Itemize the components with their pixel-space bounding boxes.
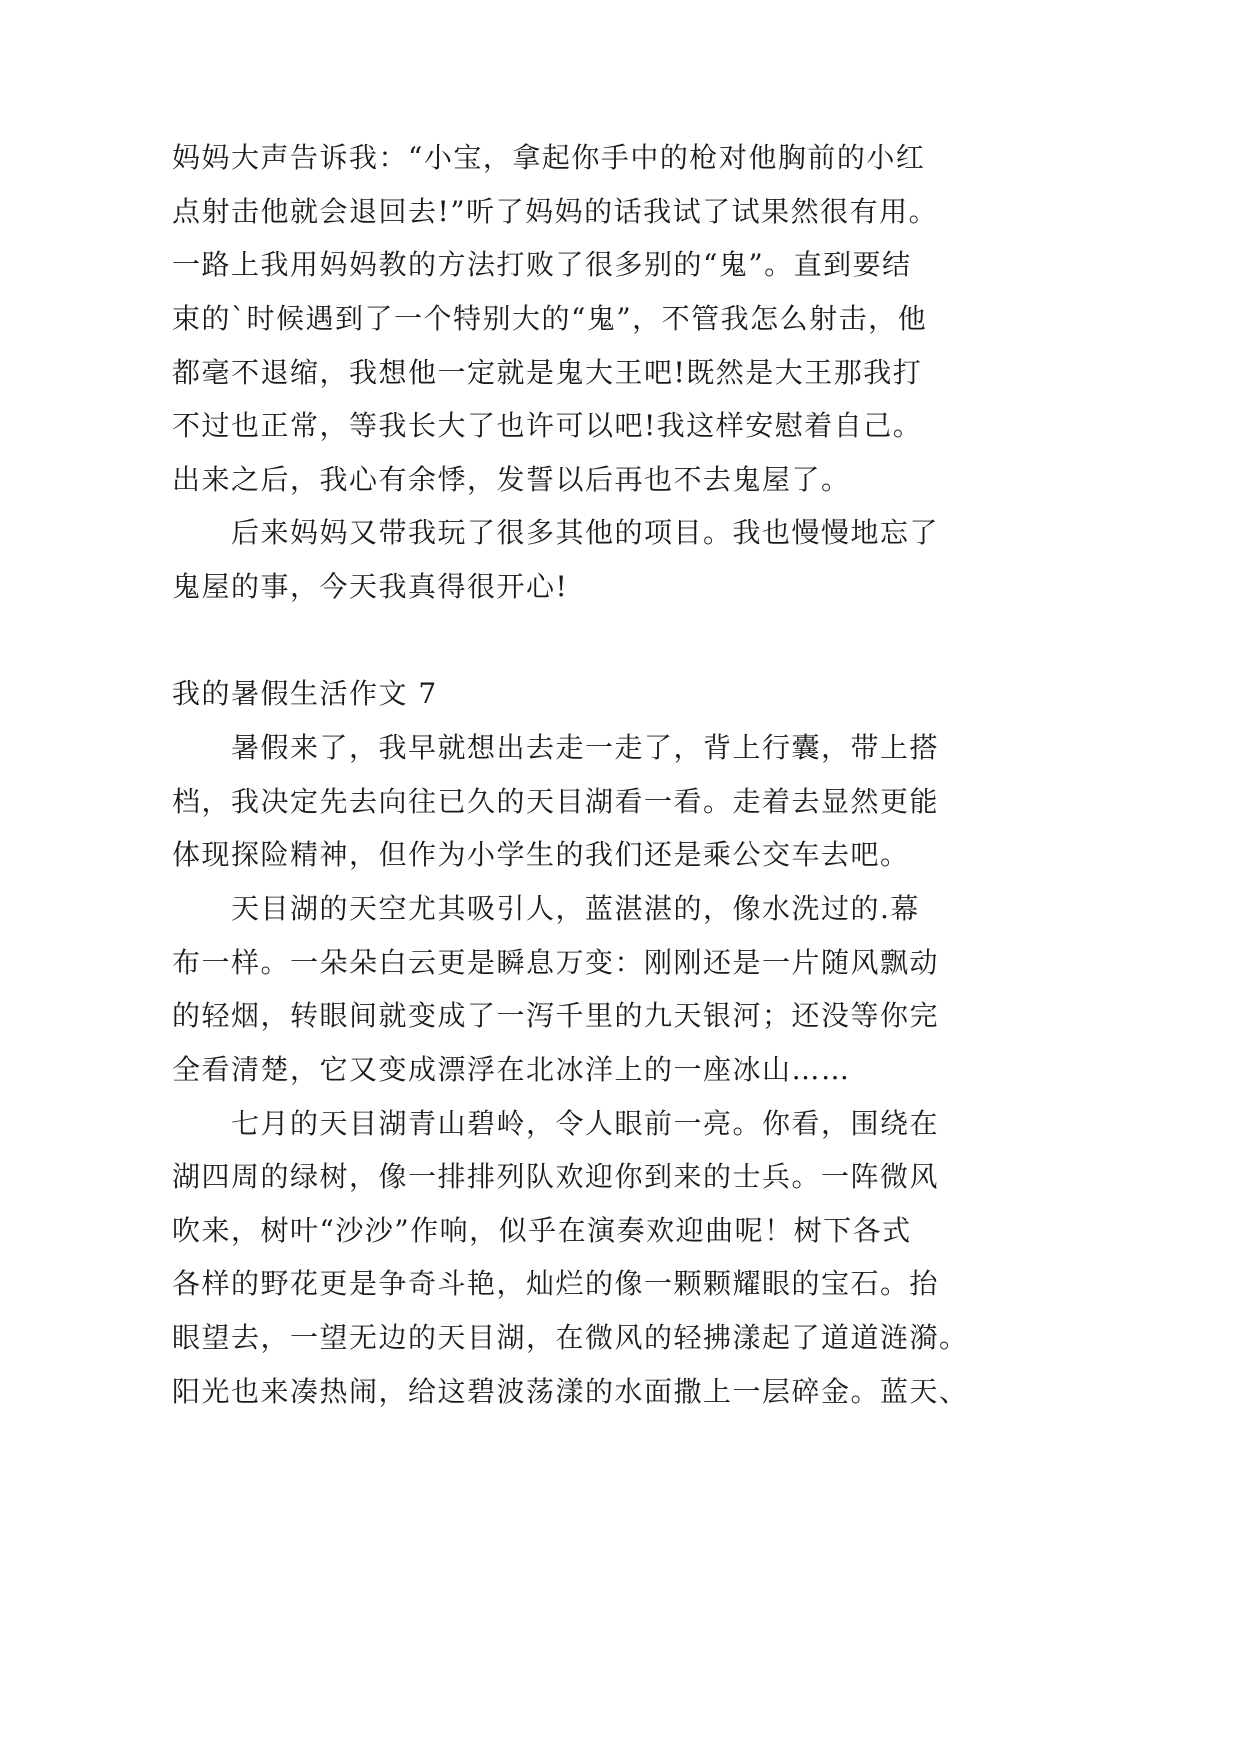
text-line: 的轻烟，转眼间就变成了一泻千里的九天银河；还没等你完	[172, 999, 940, 1033]
text-line: 各样的野花更是争奇斗艳，灿烂的像一颗颗耀眼的宝石。抬	[172, 1267, 940, 1301]
text-line: 暑假来了，我早就想出去走一走了，背上行囊，带上搭	[231, 731, 940, 765]
paragraph-gap	[172, 614, 1072, 668]
text-line: 后来妈妈又带我玩了很多其他的项目。我也慢慢地忘了	[231, 516, 940, 550]
text-line: 鬼屋的事，今天我真得很开心!	[172, 570, 569, 604]
text-line: 妈妈大声告诉我：“小宝，拿起你手中的枪对他胸前的小红	[172, 141, 926, 174]
text-line: 体现探险精神，但作为小学生的我们还是乘公交车去吧。	[172, 838, 910, 872]
paragraph	[172, 506, 1072, 613]
section-heading: 我的暑假生活作文 7	[172, 677, 438, 711]
text-line: 档，我决定先去向往已久的天目湖看一看。走着去显然更能	[172, 784, 940, 818]
text-line: 点射击他就会退回去!”听了妈妈的话我试了试果然很有用。	[172, 194, 939, 228]
text-line: 束的`时候遇到了一个特别大的“鬼”，不管我怎么射击，他	[172, 301, 928, 335]
text-line: 全看清楚，它又变成漂浮在北冰洋上的一座冰山……	[172, 1052, 851, 1086]
document-page	[172, 131, 1072, 1418]
text-line: 一路上我用妈妈教的方法打败了很多别的“鬼”。直到要结	[172, 248, 912, 282]
paragraph	[172, 1097, 1072, 1419]
text-line: 眼望去，一望无边的天目湖，在微风的轻拂漾起了道道涟漪。	[172, 1321, 969, 1355]
text-line: 湖四周的绿树，像一排排列队欢迎你到来的士兵。一阵微风	[172, 1160, 940, 1194]
text-line: 七月的天目湖青山碧岭，令人眼前一亮。你看，围绕在	[231, 1106, 940, 1140]
text-line: 布一样。一朵朵白云更是瞬息万变：刚刚还是一片随风飘动	[172, 945, 940, 979]
paragraph	[172, 721, 1072, 882]
text-line: 吹来，树叶“沙沙”作响，似乎在演奏欢迎曲呢！树下各式	[172, 1213, 912, 1247]
text-line: 阳光也来凑热闹，给这碧波荡漾的水面撒上一层碎金。蓝天、	[172, 1374, 969, 1408]
text-line: 不过也正常，等我长大了也许可以吧!我这样安慰着自己。	[172, 409, 923, 443]
text-line: 天目湖的天空尤其吸引人，蓝湛湛的，像水洗过的.幕	[231, 891, 920, 925]
text-line: 都毫不退缩，我想他一定就是鬼大王吧!既然是大王那我打	[172, 355, 923, 389]
paragraph	[172, 131, 1072, 506]
paragraph	[172, 882, 1072, 1097]
text-line: 出来之后，我心有余悸，发誓以后再也不去鬼屋了。	[172, 462, 851, 496]
